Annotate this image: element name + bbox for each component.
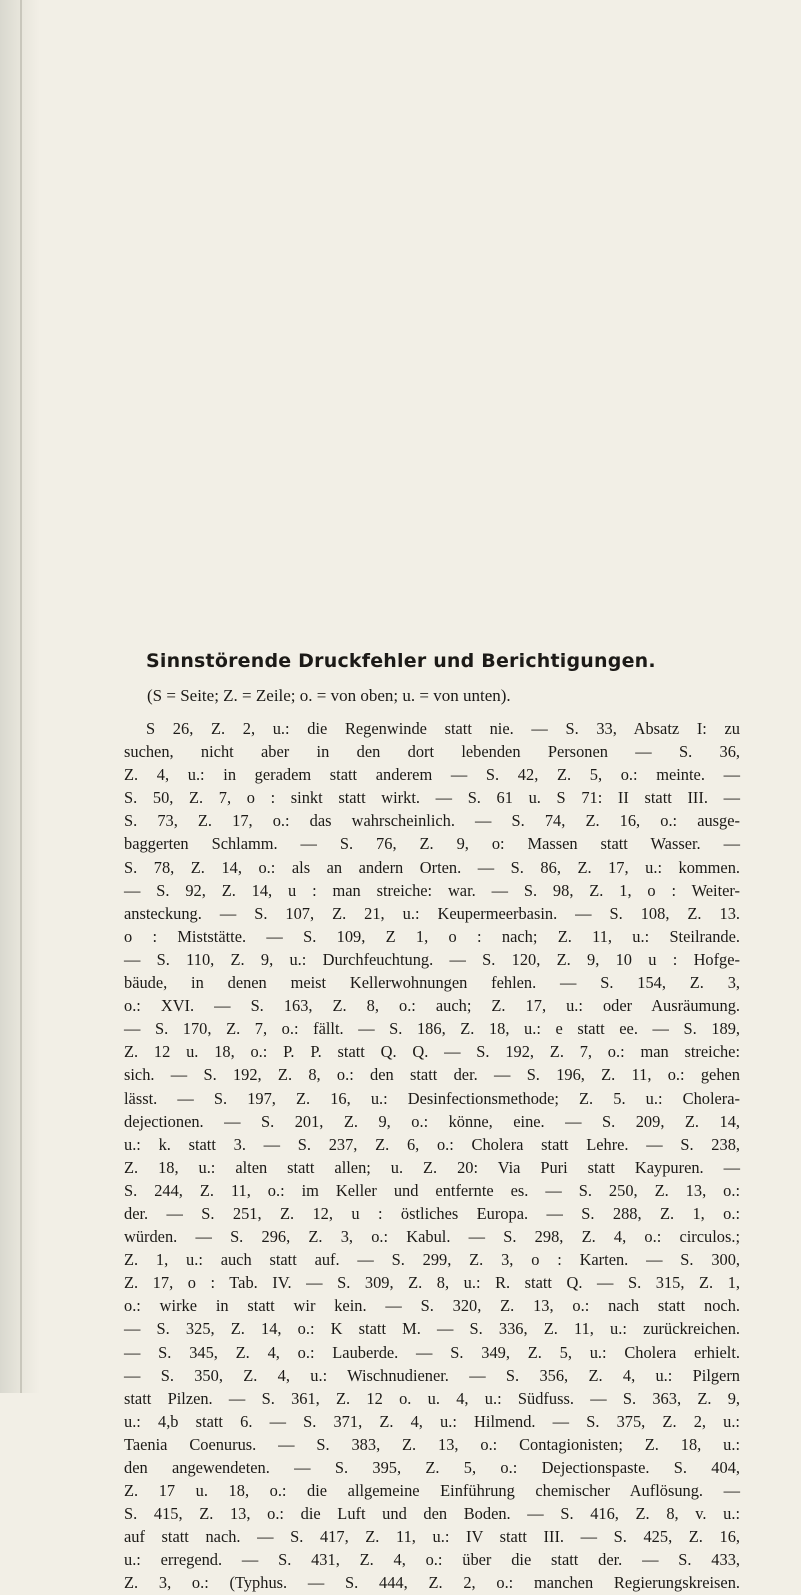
errata-line: sich. — S. 192, Z. 8, o.: den statt der. — S. 196, Z. 11, o.: gehen xyxy=(124,1065,740,1085)
errata-line: S. 78, Z. 14, o.: als an andern Orten. — S. 86, Z. 17, u.: kommen. xyxy=(124,857,740,877)
abbreviation-legend: (S = Seite; Z. = Zeile; o. = von oben; u. = von unten). xyxy=(147,686,511,705)
errata-line: o : Miststätte. — S. 109, Z 1, o : nach; Z. 11, u.: Steilrande. xyxy=(124,926,740,946)
errata-line: Taenia Coenurus. — S. 383, Z. 13, o.: Contagionisten; Z. 18, u.: xyxy=(124,1434,740,1454)
errata-list xyxy=(124,717,740,1595)
errata-line: den angewendeten. — S. 395, Z. 5, o.: Dejectionspaste. S. 404, xyxy=(124,1458,740,1477)
errata-line: Z. 3, o.: (Typhus. — S. 444, Z. 2, o.: manchen Regierungskreisen. xyxy=(124,1573,740,1593)
errata-line: u.: k. statt 3. — S. 237, Z. 6, o.: Cholera statt Lehre. — S. 238, xyxy=(124,1134,740,1154)
errata-line: u.: erregend. — S. 431, Z. 4, o.: über die statt der. — S. 433, xyxy=(124,1550,740,1570)
errata-line: Z. 12 u. 18, o.: P. P. statt Q. Q. — S. 192, Z. 7, o.: man streiche: xyxy=(124,1042,740,1062)
errata-line: dejectionen. — S. 201, Z. 9, o.: könne, eine. — S. 209, Z. 14, xyxy=(124,1111,740,1131)
errata-line: Z. 1, u.: auch statt auf. — S. 299, Z. 3, o : Karten. — S. 300, xyxy=(124,1250,740,1270)
errata-line: Z. 18, u.: alten statt allen; u. Z. 20: Via Puri statt Kaypuren. — xyxy=(124,1157,740,1177)
errata-line: — S. 325, Z. 14, o.: K statt M. — S. 336, Z. 11, u.: zurückreichen. xyxy=(124,1319,740,1339)
errata-line: ansteckung. — S. 107, Z. 21, u.: Keupermeerbasin. — S. 108, Z. 13. xyxy=(124,903,740,923)
errata-line: S. 415, Z. 13, o.: die Luft und den Boden. — S. 416, Z. 8, v. u.: xyxy=(124,1504,740,1524)
errata-line: Z. 17, o : Tab. IV. — S. 309, Z. 8, u.: R. statt Q. — S. 315, Z. 1, xyxy=(124,1273,740,1293)
errata-line: S. 244, Z. 11, o.: im Keller und entfernte es. — S. 250, Z. 13, o.: xyxy=(124,1180,740,1200)
errata-line: — S. 170, Z. 7, o.: fällt. — S. 186, Z. 18, u.: e statt ee. — S. 189, xyxy=(124,1019,740,1039)
errata-line: S 26, Z. 2, u.: die Regenwinde statt nie. — S. 33, Absatz I: zu xyxy=(146,719,740,738)
errata-line: auf statt nach. — S. 417, Z. 11, u.: IV statt III. — S. 425, Z. 16, xyxy=(124,1527,740,1547)
errata-line: — S. 110, Z. 9, u.: Durchfeuchtung. — S. 120, Z. 9, 10 u : Hofge- xyxy=(124,949,740,969)
errata-line: o.: XVI. — S. 163, Z. 8, o.: auch; Z. 17, u.: oder Ausräumung. xyxy=(124,996,740,1016)
page-title: Sinnstörende Druckfehler und Berichtigungen. xyxy=(146,650,656,672)
page-gutter xyxy=(0,0,40,1393)
errata-line: bäude, in denen meist Kellerwohnungen fehlen. — S. 154, Z. 3, xyxy=(124,973,740,993)
errata-line: u.: 4,b statt 6. — S. 371, Z. 4, u.: Hilmend. — S. 375, Z. 2, u.: xyxy=(124,1411,740,1431)
errata-line: — S. 350, Z. 4, u.: Wischnudiener. — S. 356, Z. 4, u.: Pilgern xyxy=(124,1365,740,1385)
errata-line: würden. — S. 296, Z. 3, o.: Kabul. — S. 298, Z. 4, o.: circulos.; xyxy=(124,1227,740,1247)
errata-line: der. — S. 251, Z. 12, u : östliches Europa. — S. 288, Z. 1, o.: xyxy=(124,1203,740,1223)
errata-page xyxy=(124,650,740,1595)
errata-line: baggerten Schlamm. — S. 76, Z. 9, o: Massen statt Wasser. — xyxy=(124,834,740,854)
errata-line: Z. 4, u.: in geradem statt anderem — S. 42, Z. 5, o.: meinte. — xyxy=(124,765,740,785)
errata-line: S. 73, Z. 17, o.: das wahrscheinlich. — S. 74, Z. 16, o.: ausge- xyxy=(124,811,740,831)
errata-line: — S. 92, Z. 14, u : man streiche: war. — S. 98, Z. 1, o : Weiter- xyxy=(124,880,740,900)
errata-line: statt Pilzen. — S. 361, Z. 12 o. u. 4, u.: Südfuss. — S. 363, Z. 9, xyxy=(124,1388,740,1408)
errata-line: — S. 345, Z. 4, o.: Lauberde. — S. 349, Z. 5, u.: Cholera erhielt. xyxy=(124,1342,740,1362)
errata-line: Z. 17 u. 18, o.: die allgemeine Einführung chemischer Auflösung. — xyxy=(124,1481,740,1501)
gutter-line xyxy=(20,0,22,1393)
errata-line: S. 50, Z. 7, o : sinkt statt wirkt. — S. 61 u. S 71: II statt III. — xyxy=(124,788,740,808)
errata-line: o.: wirke in statt wir kein. — S. 320, Z. 13, o.: nach statt noch. xyxy=(124,1296,740,1316)
errata-line: suchen, nicht aber in den dort lebenden Personen — S. 36, xyxy=(124,742,740,762)
errata-line: lässt. — S. 197, Z. 16, u.: Desinfectionsmethode; Z. 5. u.: Cholera- xyxy=(124,1088,740,1108)
